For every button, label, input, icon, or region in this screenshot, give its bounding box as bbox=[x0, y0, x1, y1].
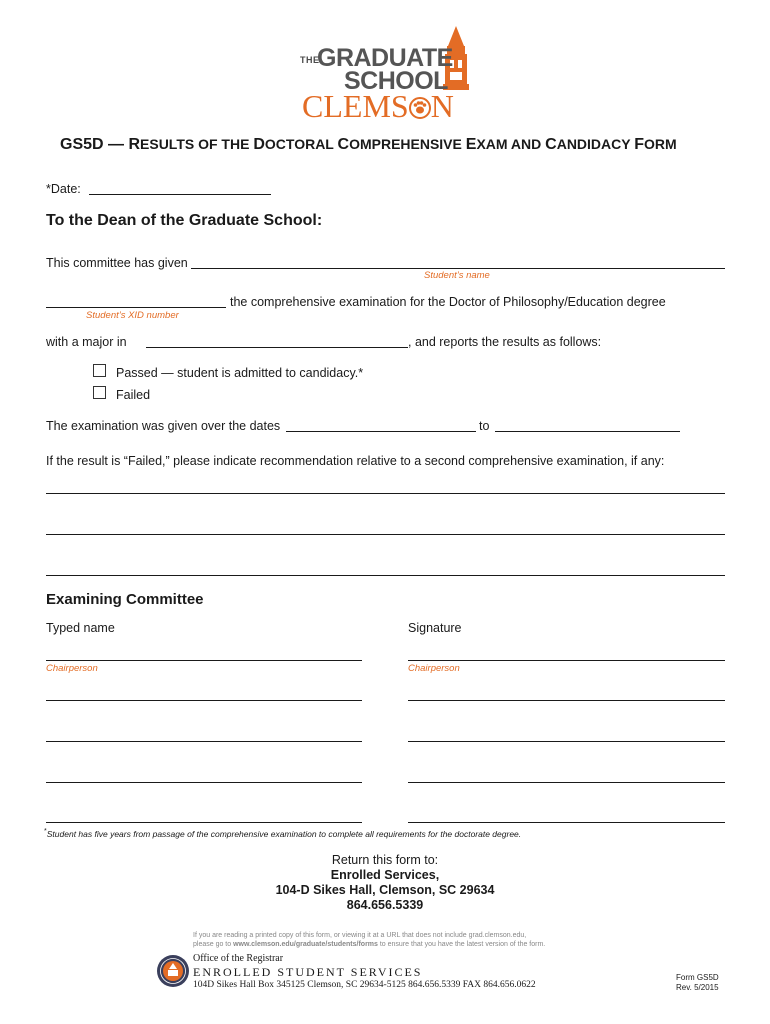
form-rev-label: Rev. 5/2015 bbox=[676, 983, 719, 992]
failed-instruction: If the result is “Failed,” please indicate recommendation relative to a second comprehensive examination, if any: bbox=[46, 454, 665, 468]
registrar-office: Office of the Registrar bbox=[193, 953, 284, 964]
end-date-field[interactable] bbox=[495, 431, 680, 432]
title-part: C bbox=[337, 136, 350, 153]
title-part: OMPREHENSIVE bbox=[349, 136, 466, 152]
date-field[interactable] bbox=[89, 194, 271, 195]
student-xid-field[interactable] bbox=[46, 307, 226, 308]
paw-icon bbox=[409, 90, 431, 112]
failed-label: Failed bbox=[116, 388, 151, 402]
logo-the: THE bbox=[300, 55, 320, 65]
member-signature-field[interactable] bbox=[408, 822, 725, 823]
logo-graduate: GRADUATE bbox=[317, 44, 453, 72]
return-line-4: 864.656.5339 bbox=[346, 898, 424, 912]
title-part: OCTORAL bbox=[264, 136, 338, 152]
member-name-field[interactable] bbox=[46, 782, 362, 783]
student-name-field[interactable] bbox=[191, 268, 725, 269]
title-part: F bbox=[634, 136, 645, 153]
member-signature-field[interactable] bbox=[408, 741, 725, 742]
chair-signature-field[interactable] bbox=[408, 660, 725, 661]
chair-name-field[interactable] bbox=[46, 660, 362, 661]
form-id bbox=[676, 973, 719, 993]
title-part: C bbox=[545, 136, 557, 153]
printed-note-line-2 bbox=[193, 941, 545, 948]
return-line-1: Return this form to: bbox=[331, 853, 439, 867]
dean-heading: To the Dean of the Graduate School: bbox=[46, 212, 323, 229]
logo-clemson bbox=[302, 88, 454, 125]
title-part: D bbox=[253, 136, 265, 153]
member-signature-field[interactable] bbox=[408, 782, 725, 783]
return-block bbox=[185, 853, 585, 913]
committee-given-label: This committee has given bbox=[46, 256, 188, 270]
dates-label: The examination was given over the dates bbox=[46, 419, 281, 433]
reports-text: , and reports the results as follows: bbox=[408, 335, 602, 349]
enrolled-services: ENROLLED STUDENT SERVICES bbox=[193, 965, 423, 979]
title-part: E bbox=[465, 136, 477, 153]
logo-clemson-text: CLEMS bbox=[302, 88, 409, 124]
title-part: ESULTS OF THE bbox=[140, 136, 254, 152]
logo-clemson-end: N bbox=[430, 88, 454, 124]
registrar-address: 104D Sikes Hall Box 345125 Clemson, SC 29634-5125 864.656.5339 FAX 864.656.0622 bbox=[193, 980, 536, 990]
title-part: ORM bbox=[644, 136, 677, 152]
major-label: with a major in bbox=[46, 335, 127, 349]
member-name-field[interactable] bbox=[46, 700, 362, 701]
typed-name-label: Typed name bbox=[46, 621, 115, 635]
signature-label: Signature bbox=[408, 621, 462, 635]
recommendation-line-1[interactable] bbox=[46, 493, 725, 494]
printed-note-line-1: If you are reading a printed copy of this form, or viewing it at a URL that does not include grad.clemson.edu, bbox=[193, 932, 527, 939]
start-date-field[interactable] bbox=[286, 431, 476, 432]
exam-text: the comprehensive examination for the Doctor of Philosophy/Education degree bbox=[230, 295, 666, 309]
printed-note-part: please go to bbox=[193, 941, 234, 948]
title-part: XAM AND bbox=[476, 136, 546, 152]
forms-link[interactable]: www.clemson.edu/graduate/students/forms bbox=[233, 941, 378, 948]
committee-heading: Examining Committee bbox=[46, 591, 204, 608]
passed-label: Passed — student is admitted to candidacy.* bbox=[116, 366, 364, 380]
return-line-2: Enrolled Services, bbox=[330, 868, 440, 882]
title-part: GS5D — R bbox=[60, 136, 141, 153]
member-name-field[interactable] bbox=[46, 822, 362, 823]
form-title bbox=[60, 136, 710, 154]
student-name-caption: Student’s name bbox=[424, 270, 490, 281]
return-line-3: 104-D Sikes Hall, Clemson, SC 29634 bbox=[275, 883, 495, 897]
chair-right-caption: Chairperson bbox=[408, 663, 460, 674]
recommendation-line-3[interactable] bbox=[46, 575, 725, 576]
member-name-field[interactable] bbox=[46, 741, 362, 742]
date-label: *Date: bbox=[46, 182, 81, 196]
footnote bbox=[44, 827, 521, 839]
logo-school: SCHOOL bbox=[344, 67, 448, 95]
member-signature-field[interactable] bbox=[408, 700, 725, 701]
chair-left-caption: Chairperson bbox=[46, 663, 98, 674]
to-label: to bbox=[479, 419, 490, 433]
xid-caption: Student’s XID number bbox=[86, 310, 179, 321]
title-part: ANDIDACY bbox=[556, 136, 635, 152]
recommendation-line-2[interactable] bbox=[46, 534, 725, 535]
footnote-mark: * bbox=[44, 827, 47, 835]
clemson-seal-icon bbox=[156, 954, 190, 988]
footnote-text: Student has five years from passage of the comprehensive examination to complete all requirements for the doctorate degree. bbox=[46, 828, 522, 839]
passed-checkbox[interactable] bbox=[93, 364, 106, 377]
failed-checkbox[interactable] bbox=[93, 386, 106, 399]
form-id-label: Form GS5D bbox=[676, 973, 719, 982]
printed-note-part: to ensure that you have the latest version of the form. bbox=[377, 941, 546, 948]
major-field[interactable] bbox=[146, 347, 408, 348]
